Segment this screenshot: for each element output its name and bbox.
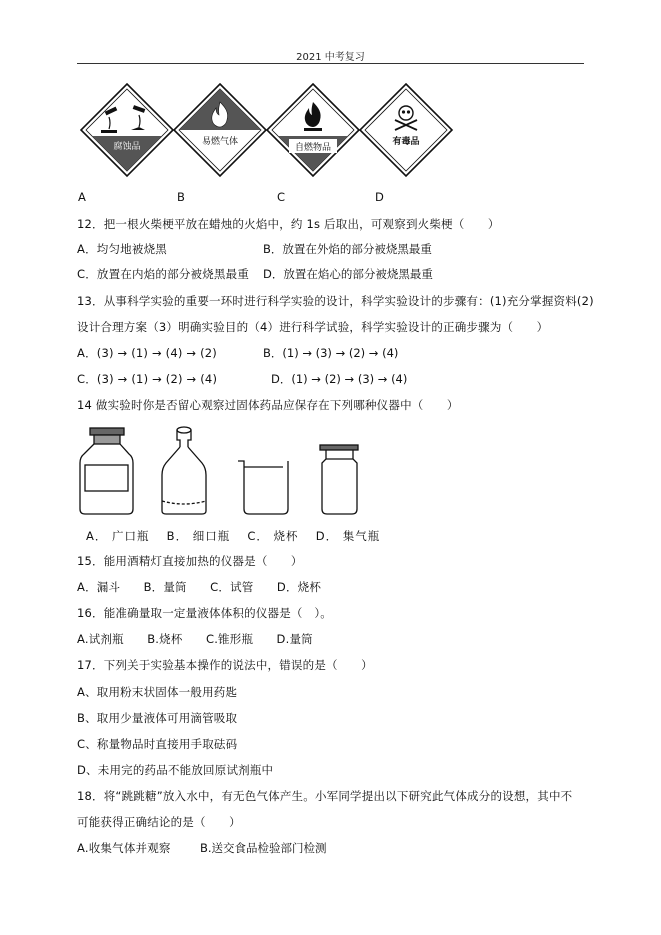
- header-rule: [77, 63, 584, 64]
- q13-option-d: D．(1) → (2) → (3) → (4): [271, 372, 408, 386]
- q18-stem-line1: 18．将“跳跳糖”放入水中，有无色气体产生。小军同学提出以下研究此气体成分的设想，其中不: [77, 789, 573, 803]
- q12-option-b: B．放置在外焰的部分被烧黑最重: [263, 242, 432, 256]
- q15-stem: 15．能用酒精灯直接加热的仪器是（ ）: [77, 554, 303, 568]
- q17-option-a: A、取用粉末状固体一般用药匙: [77, 685, 238, 699]
- spontaneous-combustion-sign: [267, 84, 359, 176]
- q13-option-b: B．(1) → (3) → (2) → (4): [263, 346, 399, 360]
- q15-options: A．漏斗 B．量筒 C．试管 D．烧杯: [77, 580, 322, 594]
- q13-stem-line2: 设计合理方案（3）明确实验目的（4）进行科学试验，科学实验设计的正确步骤为（ ）: [77, 320, 549, 334]
- q13-option-c: C．(3) → (1) → (2) → (4): [77, 372, 218, 386]
- q13-stem-line1: 13．从事科学实验的重要一环时进行科学实验的设计，科学实验设计的步骤有：(1)充分掌握资料(2): [77, 294, 594, 308]
- lab-glassware: [78, 423, 378, 519]
- sign-letter-b: B: [177, 190, 185, 204]
- q18-stem-line2: 可能获得正确结论的是（ ）: [77, 815, 241, 829]
- sign-letter-a: A: [78, 190, 86, 204]
- flammable-gas-sign: [174, 84, 266, 176]
- toxic-sign: [360, 84, 452, 176]
- sign-letter-c: C: [277, 190, 286, 204]
- q12-stem: 12．把一根火柴梗平放在蜡烛的火焰中，约 1s 后取出，可观察到火柴梗（ ）: [77, 217, 500, 231]
- q16-options: A.试剂瓶 B.烧杯 C.锥形瓶 D.量筒: [77, 632, 313, 646]
- sign-label-corrosive: 腐蚀品: [113, 142, 141, 152]
- flame-base-bar: [304, 128, 322, 131]
- q18-option-b: B.送交食品检验部门检测: [200, 841, 327, 855]
- q17-option-d: D、未用完的药品不能放回原试剂瓶中: [77, 763, 274, 777]
- q17-option-b: B、取用少量液体可用滴管吸取: [77, 711, 238, 725]
- beaker-icon: [238, 461, 288, 514]
- narrow-mouth-bottle-icon: [162, 427, 206, 514]
- sign-label-spontaneous: 自燃物品: [294, 143, 332, 153]
- gas-collection-bottle-icon: [320, 445, 358, 514]
- sign-label-toxic: 有毒品: [392, 137, 420, 147]
- q12-option-d: D．放置在焰心的部分被烧黑最重: [263, 267, 433, 281]
- hazard-signs: [80, 83, 460, 183]
- q12-option-c: C．放置在内焰的部分被烧黑最重: [77, 267, 250, 281]
- page-header: 2021 中考复习: [296, 52, 365, 63]
- q14-stem: 14 做实验时你是否留心观察过固体药品应保存在下列哪种仪器中（ ）: [77, 398, 459, 412]
- q13-option-a: A．(3) → (1) → (4) → (2): [77, 346, 217, 360]
- wide-mouth-bottle-icon: [80, 428, 133, 514]
- q14-options: A． 广口瓶 B． 细口瓶 C． 烧杯 D． 集气瓶: [86, 529, 381, 543]
- q16-stem: 16．能准确量取一定量液体体积的仪器是（ ）。: [77, 606, 332, 620]
- q12-option-a: A．均匀地被烧黑: [77, 242, 167, 256]
- sign-letter-d: D: [375, 190, 384, 204]
- corrosive-sign: [81, 84, 173, 176]
- sign-label-flammable-gas: 易燃气体: [201, 137, 239, 147]
- q17-option-c: C、称量物品时直接用手取砝码: [77, 737, 238, 751]
- q17-stem: 17．下列关于实验基本操作的说法中，错误的是（ ）: [77, 658, 373, 672]
- q18-option-a: A.收集气体并观察: [77, 841, 171, 855]
